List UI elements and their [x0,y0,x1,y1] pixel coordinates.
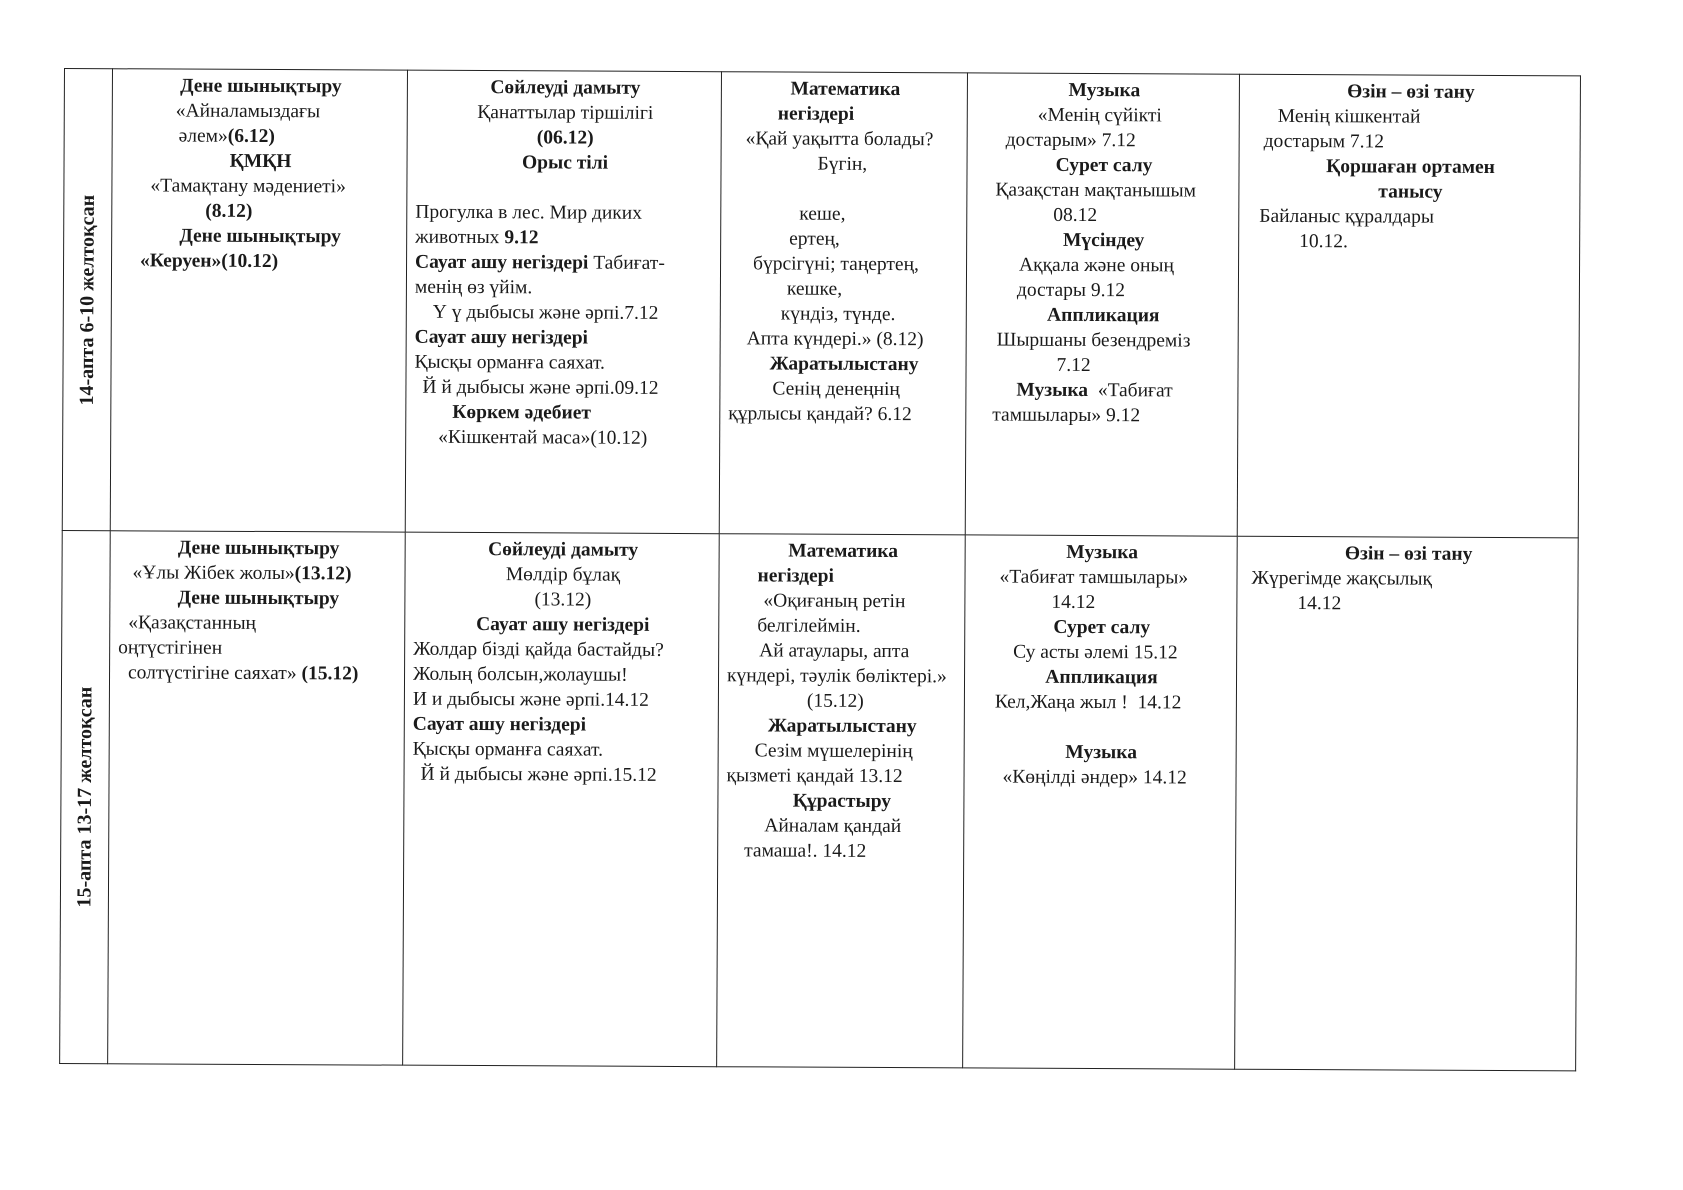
cell-line: «Менің сүйікті [1037,104,1162,127]
cell-line: Аппликация [1047,304,1160,327]
cell-line [973,714,1230,740]
cell-line: бүрсігүні; таңертең, [752,253,919,276]
cell-line: Дене шынықтыру [177,537,340,560]
week-row-14 [62,69,1580,538]
subject-cell [965,73,1239,536]
subject-cell [403,532,720,1067]
subject-cell [1237,74,1580,538]
cell-line: «Айналамыздағы [175,100,321,123]
cell-line: ертең, [789,228,840,250]
cell-line: «Керуен»(10.12) [140,250,279,273]
subject-cell [108,531,406,1065]
cell-line: тамшылары» 9.12 [992,404,1141,427]
cell-line: күндіз, түнде. [780,303,896,326]
cell-line: Қысқы орманға саяхат. [412,738,604,761]
week-row-15 [60,530,1579,1070]
schedule-sheet [59,68,1580,1070]
cell-line: кеше, [799,203,846,225]
cell-line: Айналам қандай [764,815,902,838]
cell-line: тамаша!. 14.12 [744,840,867,862]
cell-line: Сауат ашу негіздері [476,614,650,636]
cell-line: «Оқиғаның ретін [763,590,906,613]
cell-line: Ү ү дыбысы және әрпі.7.12 [432,301,659,324]
cell-line: Шыршаны безендреміз [996,329,1191,352]
cell-line: Орыс тілі [521,152,609,174]
cell-line: Аққала және оның [1018,254,1175,277]
cell-line: Сауат ашу негіздері [412,713,587,736]
cell-line: Мүсіндеу [1062,229,1145,252]
cell-line: достарым» 7.12 [1005,129,1136,152]
cell-line: танысу [1378,181,1443,203]
cell-line: Сезім мүшелерінің [754,740,913,763]
cell-line: Өзін – өзі тану [1347,81,1475,103]
cell-line: Қысқы орманға саяхат. [414,351,605,374]
cell-line-text: «Табиғат [1088,380,1173,402]
cell-line: (06.12) [536,127,594,149]
cell-line [415,225,714,251]
cell-line: Сөйлеуді дамыту [488,539,639,561]
cell-line: «Табиғат тамшылары» [999,566,1189,589]
cell-line [415,175,714,201]
cell-line: Апта күндері.» (8.12) [746,328,924,351]
cell-line [118,560,398,586]
cell-line: ҚМҚН [229,150,292,173]
cell-line-bold: (13.12) [294,563,352,585]
cell-line [118,660,398,686]
cell-line: күндері, тәулік бөліктері.» [726,665,947,688]
cell-line: Сенің денеңнің [772,378,900,401]
cell-line: Жаратылыстану [769,353,919,376]
cell-line: Прогулка в лес. Мир диких [415,201,643,224]
cell-line: Қоршаған ортамен [1326,156,1495,178]
cell-line-text: «Ұлы Жібек жолы» [132,562,295,585]
cell-line: Музыка [1066,541,1139,564]
cell-line: Ай атаулары, апта [759,640,910,663]
subject-cell [717,534,966,1068]
cell-line: Қазақстан мақтанышым [995,179,1197,202]
cell-line: Мөлдір бұлақ [505,564,621,586]
cell-line: «Қазақстанның [128,612,257,634]
cell-line: «Қай уақытта болады? [745,128,934,151]
cell-line: Су асты әлемі 15.12 [1013,641,1178,664]
cell-line: Көркем әдебиет [452,401,592,424]
cell-line [974,377,1231,403]
cell-line: 14.12 [1297,593,1342,615]
cell-line: 10.12. [1299,231,1348,253]
cell-line: Й й дыбысы және әрпі.09.12 [422,376,659,399]
cell-line [415,250,714,276]
cell-line: Дене шынықтыру [179,225,342,248]
cell-line: (8.12) [205,200,253,222]
cell-line: 08.12 [1053,204,1098,227]
weekly-plan-table [59,68,1581,1071]
week-label-cell [60,530,111,1063]
cell-line: Сауат ашу негіздері [414,326,589,349]
cell-line: Сөйлеуді дамыту [490,77,641,99]
cell-line: негіздері [757,565,835,587]
cell-line: Кел,Жаңа жыл ! 14.12 [994,691,1182,714]
cell-line: Байланыс құралдары [1259,205,1435,228]
cell-line: Қанаттылар тіршілігі [477,102,654,124]
subject-cell [719,72,967,535]
cell-line: (15.12) [806,690,864,712]
cell-line: Дене шынықтыру [177,587,340,610]
cell-line: Математика [788,540,899,563]
cell-line: белгілеймін. [757,615,861,637]
cell-line: оңтүстігінен [118,637,223,659]
cell-line: негіздері [777,103,855,125]
cell-line: Аппликация [1045,666,1158,689]
cell-line: 7.12 [1056,354,1091,377]
subject-cell [963,535,1238,1069]
cell-line: Жаратылыстану [767,715,917,738]
cell-line: 14.12 [1051,591,1096,614]
cell-line: Дене шынықтыру [180,75,342,98]
cell-line: «Кішкентай маса»(10.12) [438,426,648,449]
cell-line: Бүгін, [817,153,868,175]
week-label-cell [62,69,112,531]
cell-line-text: Табиғат- [588,252,665,274]
cell-line: Сурет салу [1053,616,1151,639]
cell-line: «Көңілді әндер» 14.12 [1002,766,1187,789]
subject-cell [405,70,721,534]
cell-line: Менің кішкентай [1277,105,1421,128]
cell-line: Өзін – өзі тану [1344,543,1473,565]
cell-line: Құрастыру [792,790,892,813]
cell-line: қызметі қандай 13.12 [726,765,903,788]
cell-line [729,176,960,202]
cell-line: менің өз үйім. [414,276,533,299]
cell-line: Музыка [1068,79,1141,102]
cell-line: (13.12) [534,589,592,611]
cell-line: Жүрегімде жақсылық [1251,567,1433,590]
week-label: 15-апта 13-17 желтоқсан [72,686,96,908]
cell-line: «Тамақтану мәдениеті» [150,175,346,198]
cell-line-bold: (15.12) [301,663,359,685]
cell-line-text: әлем» [178,125,228,147]
cell-line: Жолың болсын,жолаушы! [412,663,628,686]
cell-line: Жолдар бізді қайда бастайды? [413,638,664,661]
cell-line: достары 9.12 [1016,279,1126,302]
cell-line-bold: Музыка [1016,379,1089,402]
subject-cell [1235,536,1579,1071]
cell-line-text: солтүстігіне саяхат» [127,662,302,685]
cell-line: И и дыбысы және әрпі.14.12 [412,688,650,711]
cell-line: Й й дыбысы және әрпі.15.12 [420,763,657,786]
cell-line-bold: (6.12) [227,125,275,148]
subject-cell [110,69,407,532]
cell-line-bold: Сауат ашу негіздері [415,251,589,274]
cell-line: Сурет салу [1055,154,1153,177]
cell-line: құрлысы қандай? 6.12 [728,403,912,426]
cell-line [121,123,401,149]
cell-line: достарым 7.12 [1263,130,1385,153]
cell-line: Музыка [1065,741,1138,764]
cell-line: кешке, [786,278,843,300]
cell-line: Математика [790,78,901,101]
cell-line-bold: 9.12 [504,227,539,249]
cell-line-text: животных [415,226,505,249]
week-label: 14-апта 6-10 желтоқсан [75,194,99,406]
